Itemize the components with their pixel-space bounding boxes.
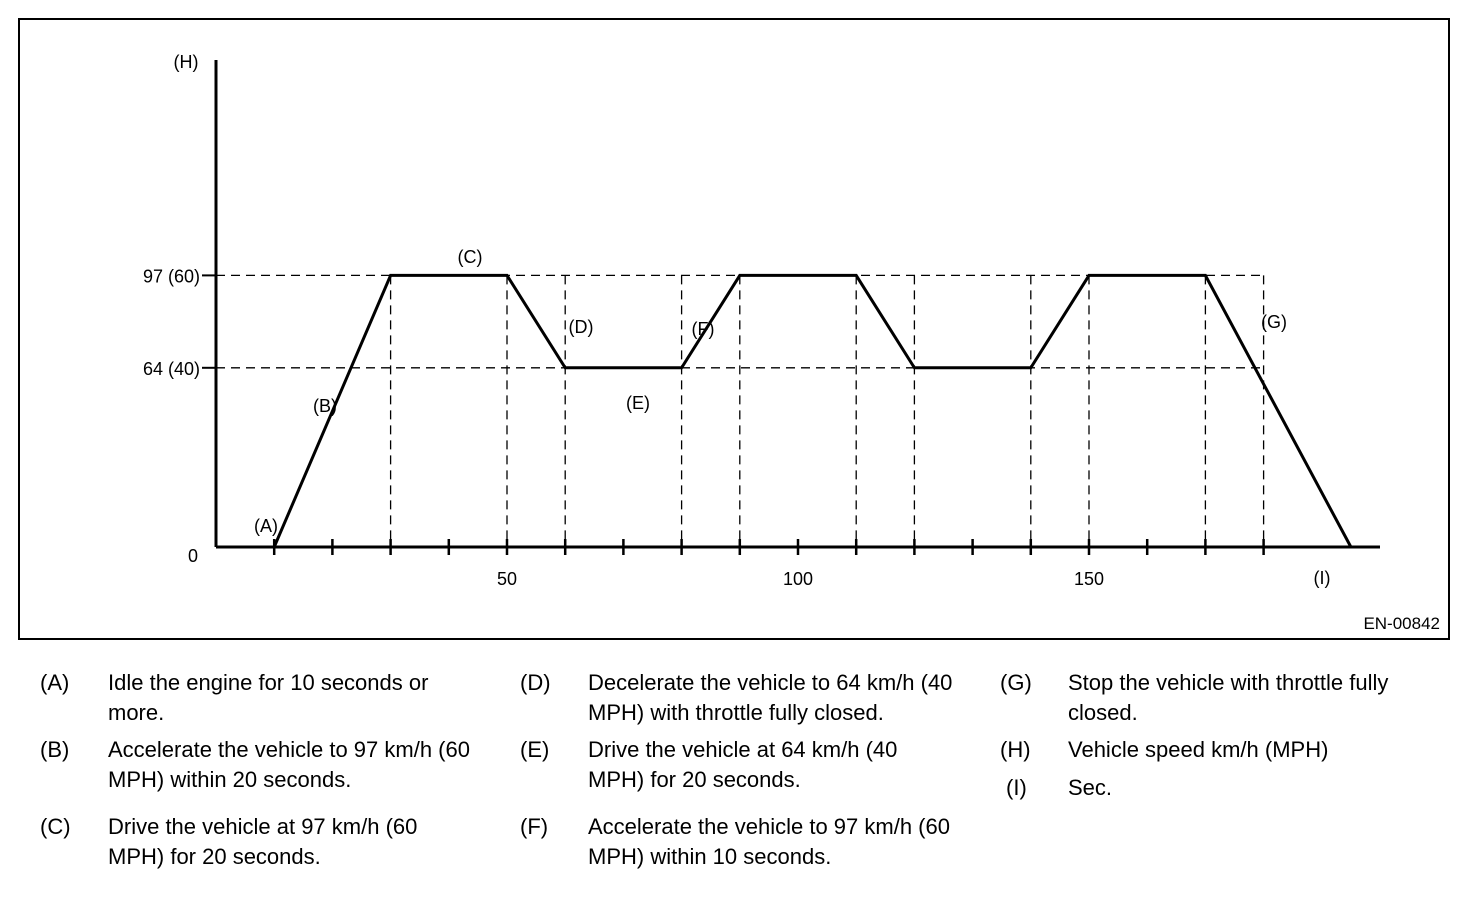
legend-item-i bbox=[1006, 773, 1460, 805]
y-tick-label: 64 (40) bbox=[142, 358, 200, 379]
legend-text: Sec. bbox=[1068, 775, 1113, 800]
legend-item-d bbox=[520, 668, 990, 732]
segment-label-f: (F) bbox=[691, 319, 715, 339]
x-tick-label: 150 bbox=[1073, 569, 1105, 589]
segment-label-b: (B) bbox=[313, 396, 337, 416]
legend-text: Vehicle speed km/h (MPH) bbox=[1068, 737, 1329, 762]
legend-key: (E) bbox=[520, 737, 550, 762]
segment-label-a: (A) bbox=[254, 516, 278, 536]
legend-key: (C) bbox=[40, 814, 71, 839]
legend-key: (D) bbox=[520, 670, 551, 695]
legend-item-c bbox=[40, 812, 500, 876]
legend-text: Accelerate the vehicle to 97 km/h (60 MPH) within 20 seconds. bbox=[108, 737, 470, 792]
legend-text: Drive the vehicle at 97 km/h (60 MPH) for 20 seconds. bbox=[108, 814, 418, 869]
legend-item-g bbox=[1000, 668, 1460, 732]
figure-id: EN-00842 bbox=[1363, 614, 1440, 633]
speed-profile-chart bbox=[20, 20, 1448, 638]
legend-key: (B) bbox=[40, 737, 70, 762]
legend-text: Decelerate the vehicle to 64 km/h (40 MPH) with throttle fully closed. bbox=[588, 670, 953, 725]
legend-item-e bbox=[520, 735, 990, 799]
y-axis-label: (H) bbox=[173, 52, 199, 72]
legend-key: (F) bbox=[520, 814, 549, 839]
legend-key: (A) bbox=[40, 670, 70, 695]
legend-item-b bbox=[40, 735, 500, 799]
segment-label-c: (C) bbox=[457, 247, 483, 267]
legend-key: (H) bbox=[1000, 737, 1031, 762]
segment-label-g: (G) bbox=[1261, 312, 1287, 332]
legend-text: Idle the engine for 10 seconds or more. bbox=[108, 670, 429, 725]
segment-label-d: (D) bbox=[568, 317, 594, 337]
y-tick-label: 97 (60) bbox=[142, 266, 200, 287]
segment-label-e: (E) bbox=[626, 393, 650, 413]
legend-text: Stop the vehicle with throttle fully closed. bbox=[1068, 670, 1389, 725]
legend-item-f bbox=[520, 812, 990, 876]
x-axis-label: (I) bbox=[1313, 568, 1331, 588]
speed-profile-figure bbox=[18, 18, 1450, 640]
legend-text: Drive the vehicle at 64 km/h (40 MPH) for 20 seconds. bbox=[588, 737, 898, 792]
y-tick-label: 0 bbox=[187, 546, 198, 566]
legend-key: (I) bbox=[1006, 775, 1027, 800]
legend-item-a bbox=[40, 668, 500, 732]
speed-profile-line bbox=[216, 275, 1351, 547]
legend-item-h bbox=[1000, 735, 1460, 767]
x-tick-label: 50 bbox=[496, 569, 518, 589]
legend-text: Accelerate the vehicle to 97 km/h (60 MPH) within 10 seconds. bbox=[588, 814, 950, 869]
x-tick-label: 100 bbox=[782, 569, 814, 589]
legend-key: (G) bbox=[1000, 670, 1032, 695]
